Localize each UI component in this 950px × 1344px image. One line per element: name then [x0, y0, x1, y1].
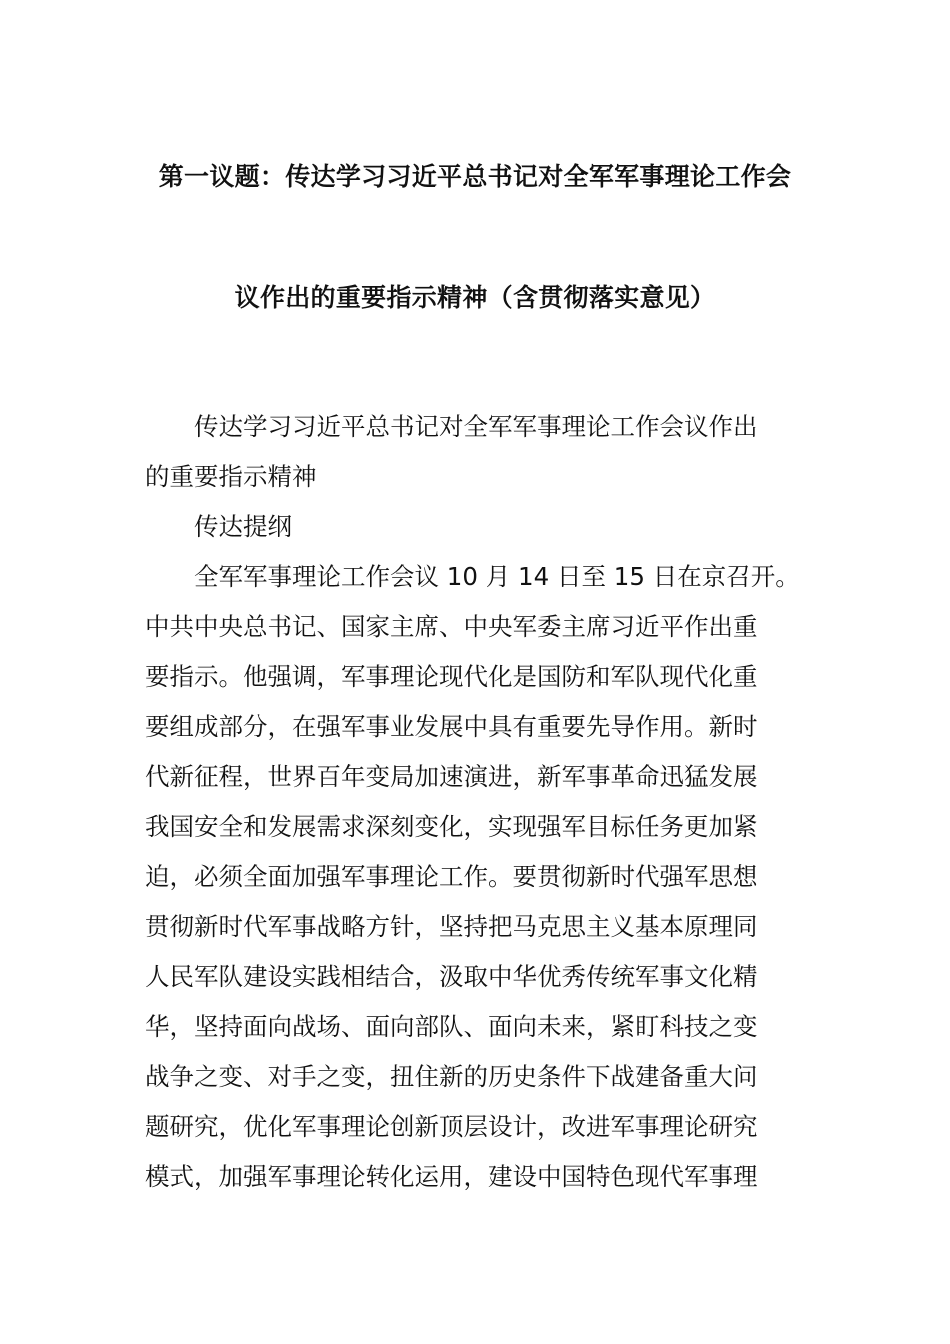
document-body — [145, 402, 810, 1202]
body-line: 中共中央总书记、国家主席、中央军委主席习近平作出重 — [145, 612, 758, 641]
document-title-line-1: 第一议题：传达学习习近平总书记对全军军事理论工作会 — [158, 162, 792, 191]
body-line: 全军军事理论工作会议 10 月 14 日至 15 日在京召开。 — [194, 562, 800, 591]
body-line: 传达学习习近平总书记对全军军事理论工作会议作出 — [194, 412, 758, 441]
body-line: 华，坚持面向战场、面向部队、面向未来，紧盯科技之变 — [145, 1012, 758, 1041]
body-line: 的重要指示精神 — [145, 462, 317, 491]
body-line: 迫，必须全面加强军事理论工作。要贯彻新时代强军思想 — [145, 862, 758, 891]
body-line: 贯彻新时代军事战略方针，坚持把马克思主义基本原理同 — [145, 912, 758, 941]
body-line: 要指示。他强调，军事理论现代化是国防和军队现代化重 — [145, 662, 758, 691]
body-line: 战争之变、对手之变，扭住新的历史条件下战建备重大问 — [145, 1062, 758, 1091]
body-line: 我国安全和发展需求深刻变化，实现强军目标任务更加紧 — [145, 812, 758, 841]
body-line: 代新征程，世界百年变局加速演进，新军事革命迅猛发展 — [145, 762, 758, 791]
document-title-line-2: 议作出的重要指示精神（含贯彻落实意见） — [234, 283, 716, 312]
body-line: 人民军队建设实践相结合，汲取中华优秀传统军事文化精 — [145, 962, 758, 991]
body-line: 要组成部分，在强军事业发展中具有重要先导作用。新时 — [145, 712, 758, 741]
body-line: 模式，加强军事理论转化运用，建设中国特色现代军事理 — [145, 1162, 758, 1191]
body-line: 传达提纲 — [194, 512, 292, 541]
body-line: 题研究，优化军事理论创新顶层设计，改进军事理论研究 — [145, 1112, 758, 1141]
